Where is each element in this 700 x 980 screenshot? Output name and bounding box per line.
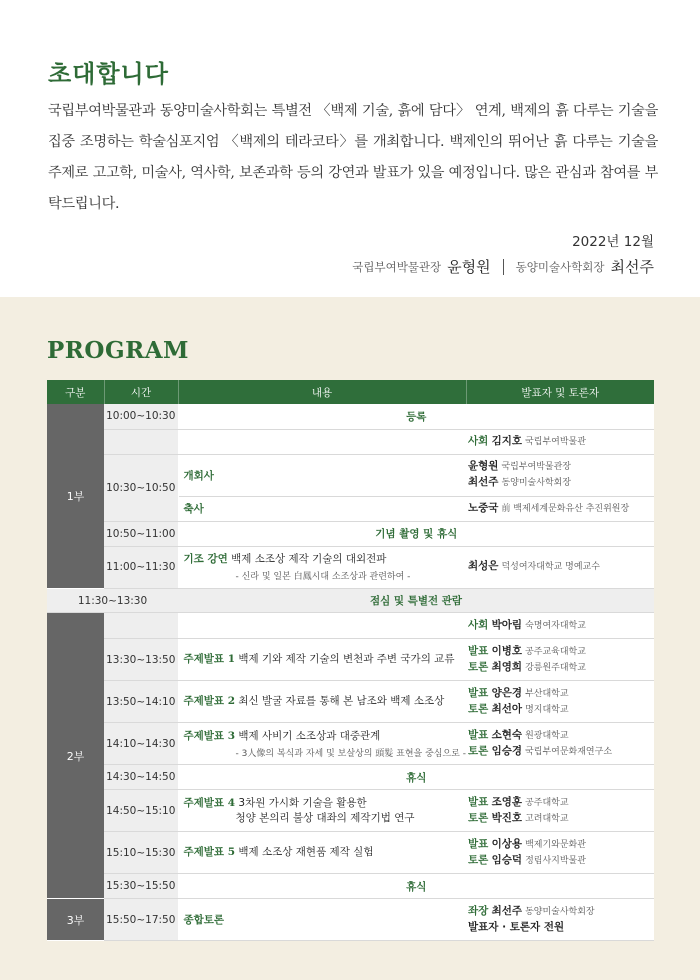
content-cell: [178, 546, 466, 588]
person-role: 발표: [468, 686, 489, 699]
time-cell: 10:30~10:50: [104, 454, 178, 521]
table-row: [47, 874, 654, 899]
session-tag: 개회사: [183, 469, 214, 482]
time-cell: 14:10~14:30: [104, 723, 178, 765]
table-row: [47, 723, 654, 765]
time-cell: 10:00~10:30: [104, 404, 178, 429]
table-row: [47, 681, 654, 723]
table-row: [47, 613, 654, 639]
signer-role: 국립부여박물관장: [352, 259, 442, 274]
time-cell: 10:50~11:00: [104, 521, 178, 546]
person-affiliation: 동양미술사학회장: [501, 478, 571, 488]
person-affiliation: 원광대학교: [525, 730, 569, 741]
person-affiliation: 국립부여박물관장: [501, 462, 571, 472]
table-row: [47, 639, 654, 681]
time-cell: [104, 613, 178, 639]
person-name: 김지호: [491, 434, 523, 447]
session-tag: 축사: [183, 503, 204, 515]
time-cell: 13:30~13:50: [104, 639, 178, 681]
person-role: 토론: [468, 744, 489, 757]
session-tag: 주제발표 2: [183, 695, 236, 707]
person-name: 이병호: [491, 644, 523, 657]
person-name: 임승덕: [491, 853, 523, 866]
invitation-body: 국립부여박물관과 동양미술사학회는 특별전 〈백제 기술, 흙에 담다〉 연계, 백제의 흙 다루는 기술을 집중 조명하는 학술심포지엄 〈백제의 테라코타〉를 개최합니다. 백제인의 뛰어난 흙 다루는 기술을 주제로 고고학, 미술사, 역사학, 보존과학 등의 강연과 발표가 있을 예정입니다. 많은 관심과 참여를 부탁드립니다.: [48, 103, 658, 212]
time-cell: 14:50~15:10: [104, 790, 178, 832]
person-role: 토론: [468, 853, 489, 866]
people-cell: [466, 790, 654, 832]
person-affiliation: 고려대학교: [525, 813, 569, 824]
session-label: 휴식: [178, 765, 654, 790]
person-role: 발표: [468, 837, 489, 850]
person-affiliation: 前 백제세계문화유산 추진위원장: [501, 503, 630, 514]
content-cell: [178, 723, 466, 765]
signer-name: 최선주: [610, 258, 654, 276]
session-title: 백제 사비기 소조상과 대중관계: [238, 729, 381, 742]
table-row: [47, 546, 654, 588]
person-role: 발표: [468, 728, 489, 741]
session-subtitle: - 신라 및 일본 白鳳시대 소조상과 관련하여 -: [235, 572, 411, 582]
person-affiliation: 동양미술사학회장: [525, 907, 595, 917]
session-label: 점심 및 특별전 관람: [178, 589, 654, 613]
content-cell: [178, 613, 466, 639]
table-header-row: [47, 380, 654, 404]
content-cell: [178, 832, 466, 874]
program-title: PROGRAM: [47, 337, 190, 364]
content-cell: [178, 496, 466, 521]
person-role: 사회: [468, 618, 489, 631]
invitation-title: 초대합니다: [48, 59, 169, 88]
person-role: 발표: [468, 795, 489, 808]
person-affiliation: 덕성여자대학교 명예교수: [501, 562, 600, 572]
session-tag: 주제발표 5: [183, 846, 236, 858]
people-cell: [466, 723, 654, 765]
time-cell: 11:30~13:30: [47, 589, 178, 613]
table-row: [47, 404, 654, 429]
time-cell: 15:10~15:30: [104, 832, 178, 874]
people-cell: [466, 681, 654, 723]
content-cell: [178, 429, 466, 454]
person-name: 윤형원: [468, 460, 499, 472]
table-row: [47, 832, 654, 874]
invitation-signature: [352, 256, 654, 277]
session-label: 기념 촬영 및 휴식: [178, 521, 654, 546]
invitation-date: 2022년 12월: [572, 234, 654, 250]
program-section: [0, 297, 700, 980]
person-name: 이상용: [491, 837, 523, 850]
person-name: 임승경: [491, 744, 523, 757]
session-tag: 주제발표 3: [183, 729, 236, 742]
people-cell: [466, 429, 654, 454]
person-affiliation: 백제기와문화관: [525, 839, 586, 850]
session-title-line2: 청양 본의리 불상 대좌의 제작기법 연구: [235, 811, 415, 824]
content-cell: [178, 899, 466, 941]
signer-name: 윤형원: [447, 258, 491, 276]
table-row: [47, 765, 654, 790]
content-cell: [178, 454, 466, 496]
people-cell: [466, 832, 654, 874]
table-row: [47, 454, 654, 496]
people-cell: [466, 454, 654, 496]
person-name: 조영훈: [491, 795, 523, 808]
session-label: 휴식: [178, 874, 654, 899]
person-name: 노중국: [468, 501, 499, 514]
person-name: 박아림: [491, 618, 523, 631]
person-role: 토론: [468, 660, 489, 673]
person-name: 박진호: [491, 811, 523, 824]
signature-divider: [503, 259, 504, 275]
person-affiliation: 강릉원주대학교: [525, 662, 586, 673]
session-title: 3차원 가시화 기술을 활용한: [238, 796, 367, 809]
person-affiliation: 공주교육대학교: [525, 646, 586, 657]
person-role: 사회: [468, 434, 489, 447]
person-role: 발표: [468, 644, 489, 657]
person-affiliation: 부산대학교: [525, 688, 569, 699]
header-speakers: 발표자 및 토론자: [466, 380, 654, 404]
table-row: [47, 899, 654, 941]
session-tag: 기조 강연: [183, 553, 228, 565]
table-row: [47, 589, 654, 613]
time-cell: 13:50~14:10: [104, 681, 178, 723]
person-affiliation: 정림사지박물관: [525, 855, 586, 866]
signer-role: 동양미술사학회장: [515, 259, 605, 274]
person-affiliation: 국립부여문화재연구소: [525, 746, 613, 757]
people-cell: [466, 496, 654, 521]
person-affiliation: 국립부여박물관: [525, 436, 586, 447]
content-cell: [178, 790, 466, 832]
person-role: 좌장: [468, 905, 489, 917]
time-cell: 15:30~15:50: [104, 874, 178, 899]
time-cell: 15:50~17:50: [104, 899, 178, 941]
program-table: [47, 380, 654, 941]
part-label: 1부: [47, 404, 104, 589]
session-subtitle: - 3人像의 복식과 자세 및 보살상의 頭髮 표현을 중심으로 -: [235, 748, 466, 759]
part-label: 3부: [47, 899, 104, 941]
person-name: 양은경: [491, 686, 523, 699]
table-row: [47, 521, 654, 546]
invitation-section: [0, 0, 700, 297]
header-content: 내용: [178, 380, 466, 404]
person-name: 발표자 · 토론자 전원: [468, 921, 565, 933]
session-tag: 주제발표 4: [183, 796, 236, 809]
content-cell: [178, 639, 466, 681]
person-role: 토론: [468, 811, 489, 824]
people-cell: [466, 546, 654, 588]
session-title: 최신 발굴 자료를 통해 본 남조와 백제 소조상: [238, 695, 445, 707]
session-title: 백제 소조상 재현품 제작 실험: [238, 846, 374, 858]
session-tag: 종합토론: [183, 914, 225, 926]
people-cell: [466, 613, 654, 639]
part-label: 2부: [47, 613, 104, 899]
session-label: 등록: [178, 404, 654, 429]
person-name: 소현숙: [491, 728, 523, 741]
session-title: 백제 소조상 제작 기술의 대외전파: [231, 553, 387, 565]
people-cell: [466, 899, 654, 941]
people-cell: [466, 639, 654, 681]
table-row: [47, 790, 654, 832]
person-name: 최영희: [491, 660, 523, 673]
header-category: 구분: [47, 380, 104, 404]
session-tag: 주제발표 1: [183, 653, 236, 665]
person-name: 최성은: [468, 560, 499, 572]
table-row: [47, 429, 654, 454]
header-time: 시간: [104, 380, 178, 404]
person-role: 토론: [468, 702, 489, 715]
person-affiliation: 공주대학교: [525, 797, 569, 808]
content-cell: [178, 681, 466, 723]
time-cell: 11:00~11:30: [104, 546, 178, 588]
time-cell: [104, 429, 178, 454]
person-name: 최선아: [491, 702, 523, 715]
person-name: 최선주: [491, 905, 523, 917]
time-cell: 14:30~14:50: [104, 765, 178, 790]
session-title: 백제 기와 제작 기술의 변천과 주변 국가의 교류: [238, 653, 455, 665]
person-affiliation: 숙명여자대학교: [525, 620, 586, 631]
person-affiliation: 명지대학교: [525, 704, 569, 715]
person-name: 최선주: [468, 476, 499, 488]
